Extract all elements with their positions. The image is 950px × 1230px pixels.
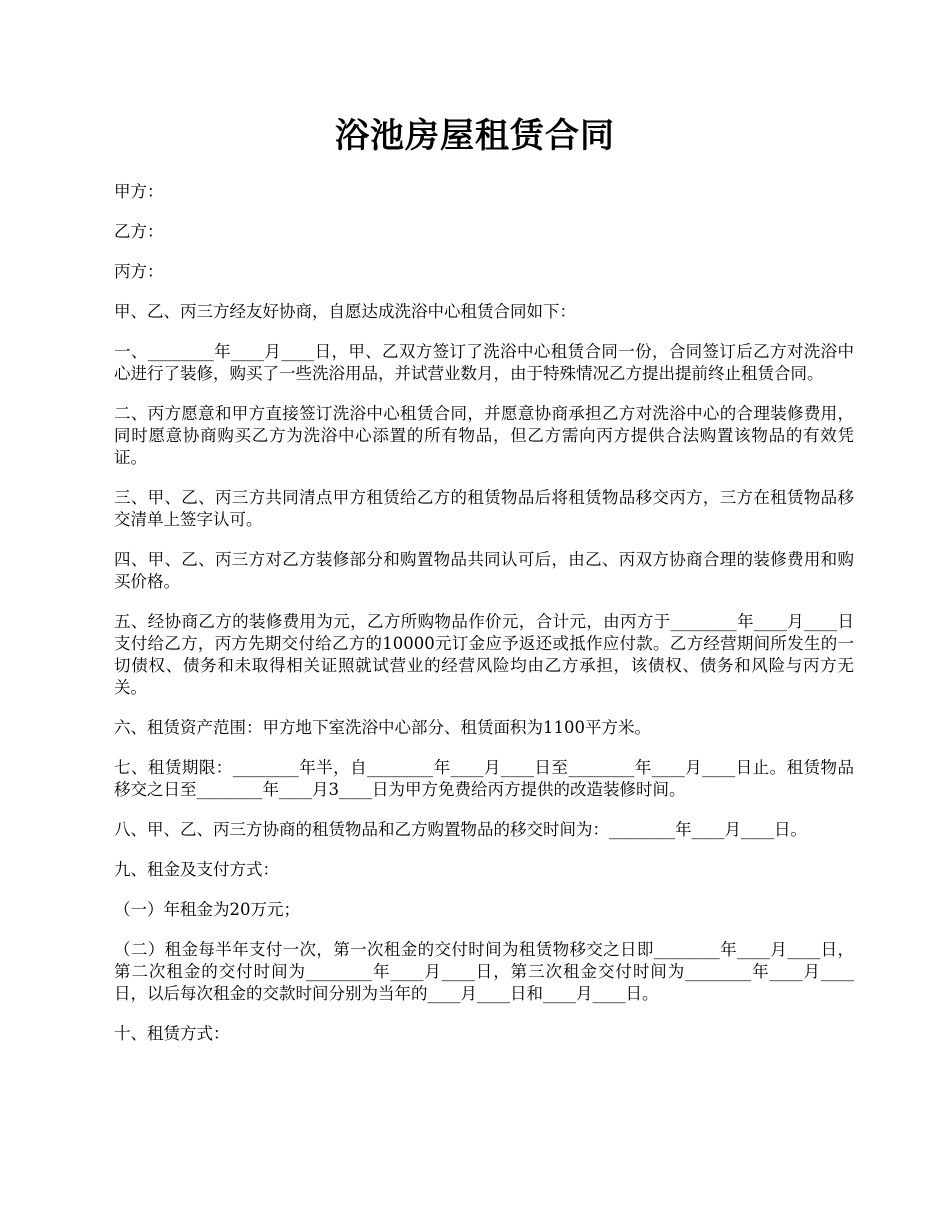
- clause-1: 一、________年____月____日，甲、乙双方签订了洗浴中心租赁合同一份，合同签订后乙方对洗浴中心进行了装修，购买了一些洗浴用品，并试营业数月，由于特殊情况乙方提出提前终止租赁合同。: [114, 342, 854, 383]
- clause-5: 五、经协商乙方的装修费用为元，乙方所购物品作价元，合计元，由丙方于________年____月____日支付给乙方，丙方先期交付给乙方的10000元订金应予返还或抵作应付款。乙方经营期间所发生的一切债权、债务和未取得相关证照就试营业的经营风险均由乙方承担，该债权、债务和风险与丙方无关。: [114, 612, 854, 697]
- clause-3: 三、甲、乙、丙三方共同清点甲方租赁给乙方的租赁物品后将租赁物品移交丙方，三方在租赁物品移交清单上签字认可。: [114, 488, 854, 529]
- clause-9: 九、租金及支付方式：: [114, 860, 279, 879]
- clause-6: 六、租赁资产范围：甲方地下室洗浴中心部分、租赁面积为1100平方米。: [114, 718, 651, 737]
- clause-2: 二、丙方愿意和甲方直接签订洗浴中心租赁合同，并愿意协商承担乙方对洗浴中心的合理装修费用，同时愿意协商购买乙方为洗浴中心添置的所有物品，但乙方需向丙方提供合法购置该物品的有效凭证。: [114, 404, 854, 467]
- clause-8: 八、甲、乙、丙三方协商的租赁物品和乙方购置物品的移交时间为：________年____月____日。: [114, 820, 807, 839]
- clause-10: 十、租赁方式：: [114, 1024, 230, 1043]
- document-title: 浴池房屋租赁合同: [335, 116, 615, 156]
- party-a-line: 甲方：: [114, 182, 164, 201]
- preamble: 甲、乙、丙三方经友好协商，自愿达成洗浴中心租赁合同如下：: [114, 302, 576, 321]
- party-b-line: 乙方：: [114, 222, 164, 241]
- clause-9-item-2: （二）租金每半年支付一次，第一次租金的交付时间为租赁物移交之日即________年____月____日，第二次租金的交付时间为________年____月____日，第三次租金交付时间为________年____月____日，以后每次租金的交款时间分别为当年的____月____日和____月____日。: [114, 940, 854, 1003]
- clause-7: 七、租赁期限：________年半，自________年____月____日至________年____月____日止。租赁物品移交之日至________年____月3____日为甲方免费给丙方提供的改造装修时间。: [114, 758, 854, 799]
- document-body: [114, 181, 854, 1063]
- clause-4: 四、甲、乙、丙三方对乙方装修部分和购置物品共同认可后，由乙、丙双方协商合理的装修费用和购买价格。: [114, 550, 854, 591]
- party-c-line: 丙方：: [114, 262, 164, 281]
- clause-9-item-1: （一）年租金为20万元；: [114, 900, 300, 919]
